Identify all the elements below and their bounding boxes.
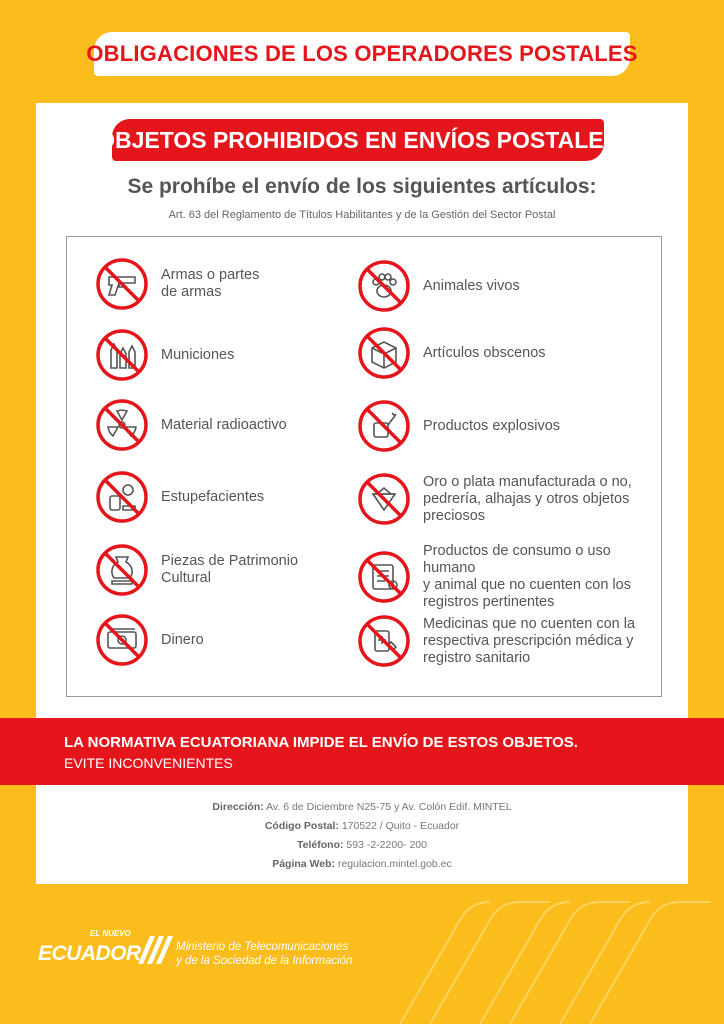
item-label: Piezas de Patrimonio Cultural: [161, 553, 299, 586]
section-title-banner: [97, 119, 619, 161]
list-item: [95, 328, 234, 382]
page-title: OBLIGACIONES DE LOS OPERADORES POSTALES: [86, 41, 638, 66]
document-icon: [357, 550, 411, 604]
item-label: Animales vivos: [423, 277, 520, 294]
address-label: Dirección:: [212, 801, 264, 813]
box-icon: [357, 326, 411, 380]
svg-text:EL NUEVO: EL NUEVO: [90, 929, 131, 938]
postal-label: Código Postal:: [264, 820, 339, 832]
section-title: OBJETOS PROHIBIDOS EN ENVÍOS POSTALES: [97, 126, 619, 153]
radiation-icon: [95, 398, 149, 452]
phone-label: Teléfono:: [297, 839, 344, 851]
list-item: [357, 259, 520, 313]
subtitle: Se prohíbe el envío de los siguientes artículos:: [127, 175, 597, 198]
gun-icon: [95, 257, 149, 311]
bullets-icon: [95, 328, 149, 382]
website-link[interactable]: regulacion.mintel.gob.ec: [337, 858, 452, 870]
list-item: [95, 398, 287, 452]
legal-reference: Art. 63 del Reglamento de Títulos Habilitantes y de la Gestión del Sector Postal: [168, 209, 556, 221]
item-label: Medicinas que no cuenten con la respectiva prescripción médica y registro sanitario: [423, 615, 636, 666]
money-icon: [95, 613, 149, 667]
jewel-icon: [357, 472, 411, 526]
item-label: Artículos obscenos: [423, 344, 546, 361]
item-label: Productos de consumo o uso humano y animal que no cuenten con los registros pertinentes: [423, 543, 631, 610]
item-label: Dinero: [161, 631, 204, 648]
list-item: [357, 472, 632, 526]
svg-text:ECUADOR: ECUADOR: [38, 942, 141, 965]
item-label: Armas o partes de armas: [161, 267, 260, 300]
explosive-icon: [357, 399, 411, 453]
ecuador-logo: [36, 924, 176, 974]
vase-icon: [95, 543, 149, 597]
list-item: [357, 614, 635, 668]
decorative-stripes: [400, 880, 724, 1024]
paw-icon: [357, 259, 411, 313]
list-item: [95, 613, 204, 667]
drugs-icon: [95, 470, 149, 524]
list-item: [95, 543, 298, 597]
item-label: Estupefacientes: [161, 488, 265, 505]
phone: 593 -2-2200- 200: [346, 839, 427, 851]
warning-subtext: EVITE INCONVENIENTES: [64, 755, 233, 771]
warning-text: LA NORMATIVA ECUATORIANA IMPIDE EL ENVÍO DE ESTOS OBJETOS.: [64, 734, 578, 751]
list-item: [357, 543, 661, 611]
ministry-name: Ministerio de Telecomunicaciones y de la Sociedad de la Información: [176, 941, 353, 967]
list-item: [357, 326, 546, 380]
postal-code: 170522 / Quito - Ecuador: [341, 820, 460, 832]
warning-banner: [0, 718, 724, 785]
item-label: Productos explosivos: [423, 417, 561, 434]
address: Av. 6 de Diciembre N25-75 y Av. Colón Edif. MINTEL: [266, 801, 512, 813]
item-label: Oro o plata manufacturada o no, pedrería, alhajas y otros objetos preciosos: [423, 473, 632, 524]
list-item: [357, 399, 560, 453]
list-item: [95, 470, 264, 524]
item-label: Material radioactivo: [161, 416, 287, 433]
header-banner: [86, 32, 638, 76]
medicine-icon: [357, 614, 411, 668]
contact-info: [36, 798, 688, 874]
list-item: [95, 257, 259, 311]
web-label: Página Web:: [272, 858, 336, 870]
item-label: Municiones: [161, 346, 235, 363]
prohibited-items-box: [66, 236, 662, 697]
